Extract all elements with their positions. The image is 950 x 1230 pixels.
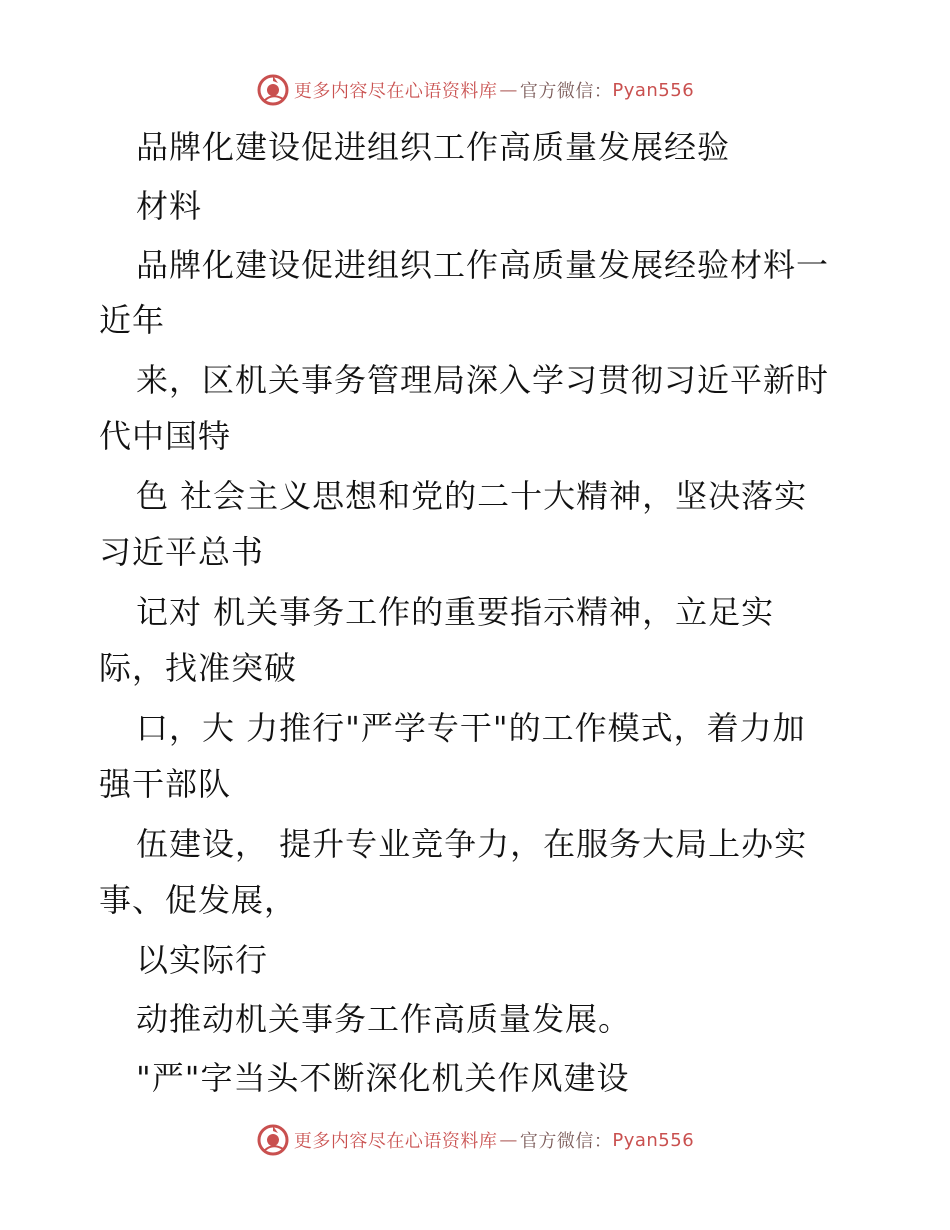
paragraph-line: 际，找准突破 — [99, 649, 298, 687]
paragraph-line: 近年 — [99, 301, 166, 339]
paragraph-line: 事、促发展， — [99, 881, 298, 919]
paragraph-line: 色 社会主义思想和党的二十大精神，坚决落实 — [136, 477, 808, 515]
doc-title-line-2: 材料 — [136, 187, 203, 225]
paragraph-line: 习近平总书 — [99, 533, 265, 571]
paragraph-line: 口，大 力推行"严学专干"的工作模式，着力加 — [136, 709, 806, 747]
brand-logo-icon — [256, 73, 290, 107]
paragraph-line: 伍建设， 提升专业竞争力，在服务大局上办实 — [136, 825, 808, 863]
watermark-brand-text: 更多内容尽在心语资料库 — [293, 1131, 498, 1152]
watermark-dash: — — [499, 1129, 518, 1151]
paragraph-line: 来，区机关事务管理局深入学习贯彻习近平新时 — [136, 361, 830, 399]
doc-title-line-1: 品牌化建设促进组织工作高质量发展经验 — [136, 128, 731, 166]
paragraph-line: 记对 机关事务工作的重要指示精神，立足实 — [136, 593, 775, 631]
paragraph-line: 品牌化建设促进组织工作高质量发展经验材料一 — [136, 246, 830, 284]
brand-logo-icon — [256, 1123, 290, 1157]
watermark-brand-text: 更多内容尽在心语资料库 — [293, 81, 498, 102]
paragraph-line: 代中国特 — [99, 417, 232, 455]
paragraph-line: 动推动机关事务工作高质量发展。 — [136, 1000, 632, 1038]
header-watermark — [0, 70, 950, 110]
watermark-official-label: 官方微信： — [519, 1131, 613, 1152]
paragraph-line: 以实际行 — [136, 941, 269, 979]
section-heading: "严"字当头不断深化机关作风建设 — [136, 1059, 630, 1097]
watermark-dash: — — [499, 79, 518, 101]
watermark-handle: Pyan556 — [612, 1129, 695, 1151]
paragraph-line: 强干部队 — [99, 765, 232, 803]
watermark-handle: Pyan556 — [612, 79, 695, 101]
watermark-official-label: 官方微信： — [519, 81, 613, 102]
footer-watermark — [0, 1120, 950, 1160]
